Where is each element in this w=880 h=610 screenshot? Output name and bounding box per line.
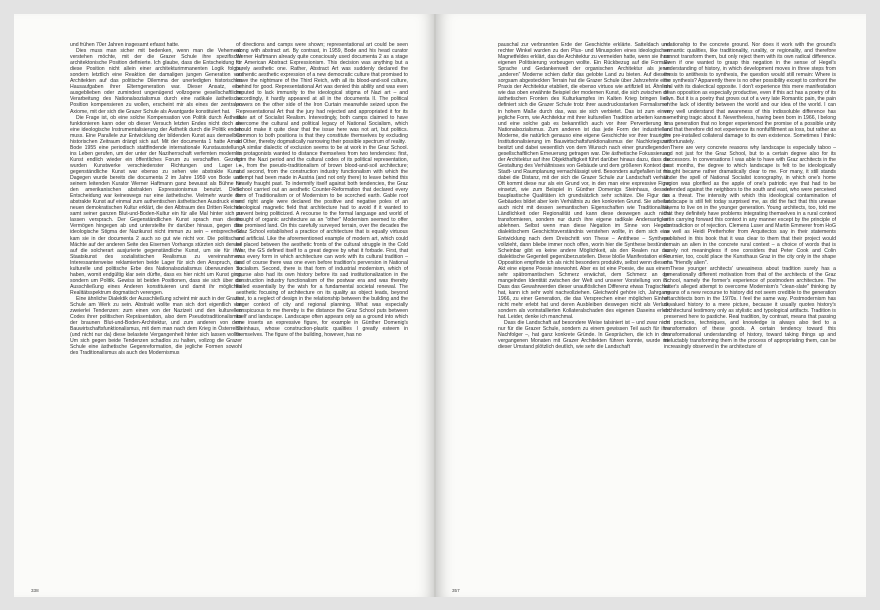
right-page-number: 357 [452,588,460,593]
paragraph: Dies muss man sicher mit bedenken, wenn man die Vehemenz verstehen möchte, mit der die Grazer Schule ihre spezifische architektonische Position definierte. Ich glaube, dass die Entscheidung für diese Position nicht allein einer architekturimmanenten Logik folgte, sondern letztlich eine Reaktion der damaligen jungen Generation von Architekten auf das politische Dilemma der unerledigten historischen Hausaufgaben ihrer Elterngeneration war. Dieser Ansatz, eine ausgeblieben oder zumindest ungenügend vollzogene gesellschaftliche Verarbeitung des Nationalsozialismus durch eine radikale ästhetische Position kompensieren zu wollen, erscheint mir als eines der zentralen Axiome, mit der sich die Grazer Schule als Avantgarde konstituiert hat. [70,48,242,115]
paragraph: Eine ähnliche Dialektik der Ausschließung scheint mir auch in der Grazer Schule am Werk zu sein. Abstrakt wollte man sich dort eigentlich von zweierlei Tendenzen: zum einen von der Nazizeit und den kulturellen Codes ihrer politischen Repräsentation, also dem Pseudotraditionalismus der braunen Blut-und-Boden-Architektur, und zum anderen von dem Bauwirtschaftsfunktionalismus, mit dem man nach dem Krieg in Österreich (und nicht nur da) diese belastete Vergangenheit hinter sich lassen wollte. Um sich gegen beide Tendenzen schadlos zu halten, vollzog die Grazer Schule eine ästhetische Gegenreformation, die jegliche Formen sowohl des Traditionalismus als auch des Modernismus [70,295,242,357]
left-page-german-column [70,42,242,590]
paragraph: A similar dialectic of exclusion seems to be at work in the Graz School. Its protagonists wanted to distance themselves from two tendencies: first, from the Nazi period and the cultural codes of its political representation, i.e., from the pseudo-traditionalism of brown blood-and-soil architecture; and second, from the construction industry functionalism with which the attempt had been made in Austria (and not only there) to leave behind this heavily fraught past. To indemnify itself against both tendencies, the Graz School carried out an aesthetic Counter-Reformation that declared every form of Traditionalism or of Modernism to be scorched earth. Gable roof and right angle were declared the positive and negative poles of an ideological magnetic field that architecture had to avoid if it wanted to prevent being politicized. A recourse to the formal language and world of thought of organic architecture as an "other" Modernism seemed to offer the promised land. On this carefully surveyed terrain, over the decades the Graz School established a practice of architecture that is equally virtuous and artificial. Like the aforementioned example of modern art, which could be placed between the aesthetic fronts of the cultural struggle in the Cold War, the GS defined itself to a great degree by what it forbade. First, that was every form in which architecture can work with its cultural tradition – and of course there was one even before tradition's perversion in National Socialism. Second, there is that form of industrial modernism, which of course also had its own history before its sad institutionalization in the construction industry functionalism of the postwar era and was thereby flailed essentially by the wish for a fundamental societal renewal. The aesthetic focusing of architecture on its quality as object leads, beyond that, to a neglect of design in the relationship between the building and the larger context of city and regional planning. What was especially conspicuous to me thereby is the distance the Graz School puts between itself and landscape. Landscape often appears only as a ground into which one inserts an expressive figure, for example in Günther Domenig's Steinhaus, whose construction-plastic qualities I greatly esteem in themselves. The figure of the building, however, has no [236,144,408,339]
paragraph: There are very concrete reasons why landscape is especially taboo – and not just for the Graz School, but to a certain degree also for its successors. In conversations I was able to have with Graz architects in the past months, the degree to which landscape is felt to be ideologically fraught became rather dramatically clear to me. For many, it still stands under the spell of National Socialist iconography, in which one's home region was glorified as the apple of one's patriotic eye that had to be defended against the neighbors to the south and east, who were perceived as a threat. The intensity with which this ideological contamination of landscape is still felt today surprised me, as did the fact that this unease seems to live on in the younger generation. Young architects, too, told me that they definitely have problems integrating themselves in a rural context or in carrying forward this context in any manner except by the principle of contradiction or of rejection. Clemens Luser and Martin Emmerer from HoG as well as Heidi Pretterhofer from Arquitectos say in their statements published in this book that it was clear to them that their project would remain an alien in the concrete rural context – a choice of words that is surely not meaningless if one considers that Peter Cook and Colin Fournier, too, could place the Kunsthaus Graz in the city only in the shape of a "friendly alien". [664,144,836,266]
right-page-english-column [664,42,836,590]
left-page-number: 338 [31,588,39,593]
paragraph: Dass die Landschaft auf besondere Weise talsiniert ist – und zwar nicht nur für die Grazer Schule, sondern zu einem gewissen Teil auch für ihre Nachfolger –, hat ganz konkrete Gründe. In Gesprächen, die ich in den vergangenen Monaten mit Grazer Architekten führen konnte, wurde mir dieser Umstand plötzlich deutlich, wie sehr die Landschaft [498,320,670,351]
paragraph: und frühen 70er Jahren insgesamt erfasst hatte. [70,42,180,48]
paragraph: These younger architects' uneasiness about tradition surely has a generationally different motivation from that of the architects of the Graz School, namely the former's experience of postmodern architecture. The latter's alleged attempt to overcome Modernism's "clean-slate" thinking by means of a new recourse to history did not seem credible to the generation of architects born in the 1970s. I feel the same way. Postmodernism has devalued history to a mere picture, because it usually quotes history's architectural testimony only as stylistic and typological artifacts. Tradition is preserved here to pastiche. Real tradition, by contrast, means that passing on practices, techniques, and knowledge is always also tied to a transformation of these goods. A certain tendency toward this transformational understanding of history, toward taking things up and ineluctably transforming them in the process of appropriating them, can be increasingly observed in the architecture of [664,265,836,351]
right-page [436,14,866,597]
paragraph: Die Frage ist, ob eine solche Kompensation von Politik durch Ästhetik funktionieren kann oder ob dieser Versuch letzten Endes nicht doch als eine ideologische Instrumentalisierung der Ästhetik durch die Politik enden muss. Eine Parallele zur Entwicklung der bildenden Kunst aus demselben historischen Zeitraum drängt sich auf. Mit der documenta 1 hatte Arnold Bode 1955 eine periodisch stattfindende internationale Kunstausstellung ins Leben gerufen, um der unter der Naziherrschaft verfemten modernen Kunst endlich wieder ein öffentliches Forum zu verschaffen. Gezeigt wurden Kunstwerke verschiedenster Richtungen und Lager – gegenständliche Kunst war ebenso zu sehen wie abstrakte Kunst. Dagegen wurde bereits die documenta 2 im Jahre 1959 von Bode und seinem leitenden Kurator Werner Haftmann ganz bewusst als Bühne für den amerikanischen abstrakten Expressionismus benutzt. Diese Entscheidung war keineswegs nur eine ästhetische. Vielmehr wurde die abstrakte Kunst auf einmal zum authentischen ästhetischen Ausdruck einer neuen demokratischen Kultur erklärt, die den Albtraum des Dritten Reiches samt seiner ganzen Blut-und-Boden-Kultur ein für alle Mal hinter sich zu lassen versprach. Der Gegenständlichen Kunst sprach man dieses Vermögen hingegen ab und unterstellte ihr darüber hinaus, gegen das ideologische Stigma der Nazikunst nicht immun zu sein – entsprechend kam sie in der documenta 2 auch so gut wie nicht vor. Die politischen Mächte auf der anderen Seite des Eisernen Vorhangs stürzten sich derweil auf die solcherart ausjurierte gegenständliche Kunst, um sie für ihre Staatskunst des sozialistischen Realismus zu vereinnahmen. Interessanterweise reklamierten beide Lager für sich den Anspruch, das kulturelle und politische Erbe des Nationalsozialismus überwunden zu haben, womit endgültig klar sein dürfte, dass es hier nicht um Kunst ging, sondern um Politik. Gewiss ist beiden Positionen, dass sie sich über die Ausschließung eines Anderen konstituieren und damit ihr mögliches Realitätsspektrum dogmatisch verengen. [70,114,242,296]
right-page-german-column [498,42,670,590]
left-page-english-column [236,42,408,590]
left-page [14,14,435,597]
paragraph: pauschal zur verbrannten Erde der Geschichte erklärte. Satteldach und rechter Winkel wurden zu den Plus- und Minuspolen eines ideologischen Magnetfeldes erklärt, das die Architektur zu vermeiden hatte, wenn sie ihrer eigenen Politisierung vorbeugen wollte. Ein Rückbezug auf die Formale Sprache und Gedankenwelt der organischen Architektur als jener „anderen“ Moderne schien dafür das gelobte Land zu bieten. Auf diesem sorgsam abgesteckten Terrain hat die Grazer Schule über Jahrzehnte eine Praxis der Architektur etabliert, die ebenso virtuos wie artifiziell ist. Ähnlich wie das oben erwähnte Beispiel der modernen Kunst, die sich zwischen die ästhetischen Fronten des Kulturkampfes im Kalten Krieg bringen ließ, definiert sich die Grazer Schule trotz ihrer ausdrucksstarken Formalismen in hohem Maße durch das, was sie sich verbietet. Das ist zum einen jegliche Form, wie Architektur mit ihrer kulturellen Tradition arbeiten kann – und eine solche gab es bekanntlich auch vor ihrer Pervertierung im Nationalsozialismus. Zum anderen ist das jede Form der industriellen Moderne, die natürlich genauso eine eigene Geschichte vor ihrer traurigen Institutionalisierung im Bauwirtschaftsfunktionalismus der Nachkriegszeit besitzt und dabei wesentlich von dem Wunsch nach einer grundlegenden gesellschaftlichen Erneuerung getragen war. Die ästhetische Fokussierung der Architektur auf ihre Objekthaftigkeit führt darüber hinaus dazu, dass die Gestaltung des Verhältnisses von Gebäude und dem größeren Kontext der Stadt- und Raumplanung vernachlässigt wird. Besonders aufgefallen ist mir dabei die Distanz, mit der sich die Grazer Schule zur Landschaft verhält. Oft kommt diese nur als ein Grund vor, in den man eine expressive Figur einsetzt, wie zum Beispiel in Günther Domenigs Steinhaus, dessen bauplastische Qualitäten ich grundsätzlich sehr schätze. Die Figur des Gebäudes bildet aber kein Verhältnis zu den konkreten Grund. Sie arbeitet auch nicht mit dessen semantischen Eigenschaften wie Traditionalität, Ländlichkeit oder Regionalität und kann diese deswegen auch nicht transformieren, sondern nur durch ihre eigene radikale Andersartigkeit ablehnen. Selbst wenn man diese Negation im Sinne von Hegels dialektischem Geschichtsverständnis verstehen wollte, in dem sich eine Entwicklung nach dem Dreischritt von These – Antithese – Synthese vollzieht, dann bliebe immer noch offen, worin hier die Synthese bestünde. Scheinbar gibt es keine andere Möglichkeit, als den Realen nur das dialektische Gegenteil gegenüberzustellen. Diese bloße Manifestation einer Opposition empfinde ich als nicht besonders produktiv, selbst wenn diesem Akt eine eigene Poesie innewohnt. Aber es ist eine Poesie, die aus einem sehr spätromantischen Schmerz erwächst, dem Schmerz an der mangelnden Identität zwischen der Welt und unserer Vorstellung von ihr. Dass das Gewahrwerden dieser unauflöslichen Differenz etwas Tragisches hat, kann ich sehr wohl nachvollziehen. Gleichwohl gehöre ich, Jahrgang 1966, zu einer Generation, die das Versprechen einer möglichen Einheit nicht mehr erlebt hat und deren Ausbleiben deswegen nicht als Verlust, sondern als vorinstallierten Kollateralschaden des eigenen Daseins erlebt hat. Leider, denke ich manchmal. [498,42,670,321]
paragraph: relationship to the concrete ground. Nor does it work with the ground's semantic qualities, like traditionality, rurality, or regionality, and therefore cannot transform them, but only reject them with its own radical difference. Even if one wanted to grasp this negation in the sense of Hegel's understanding of history, in which development moves in three steps from thesis to antithesis to synthesis, the question would still remain: Where is the synthesis? Apparently there is no other possibility except to confront the real with its dialectical opposite. I don't experience this mere manifestation of an opposition as especially productive, even if this act has a poetry of its own. But it is a poetry that grows out of a very late Romantic pain, the pain of the lack of identity between the world and our idea of the world. I can very well understand that awareness of this indissoluble difference has something tragic about it. Nevertheless, having been born in 1966, I belong to a generation that no longer experienced the promise of a possible unity and that therefore did not experience its nonfulfillment as loss, but rather as the pre-installed collateral damage to its own existence. Sometimes I think: unfortunately. [664,42,836,145]
paragraph: of directions and camps were shown; representational art could be seen along with abstract art. By contrast, in 1959, Bode and his head curator Werner Haftmann already quite consciously used documenta 2 as a stage for American Abstract Expressionism. This decision was anything but a purely aesthetic one. Rather, Abstract Art was suddenly declared the authentic aesthetic expression of a new democratic culture that promised to leave the nightmare of the Third Reich, with all its blood-and-soil culture, behind for good. Representational Art was denied this ability and was even imputed to lack immunity to the ideological stigma of Nazi art – and accordingly, it hardly appeared at all in the documenta II. The political powers on the other side of the Iron Curtain meanwhile seized upon the Representational Art that the jury had rejected and appropriated it for its state art of Socialist Realism. Interestingly, both camps claimed to have overcome the cultural and political legacy of National Socialism, which should make it quite clear that the issue here was not art, but politics. Common to both positions is that they constitute themselves by excluding an Other, thereby dogmatically narrowing their possible spectrum of reality. [236,42,408,145]
